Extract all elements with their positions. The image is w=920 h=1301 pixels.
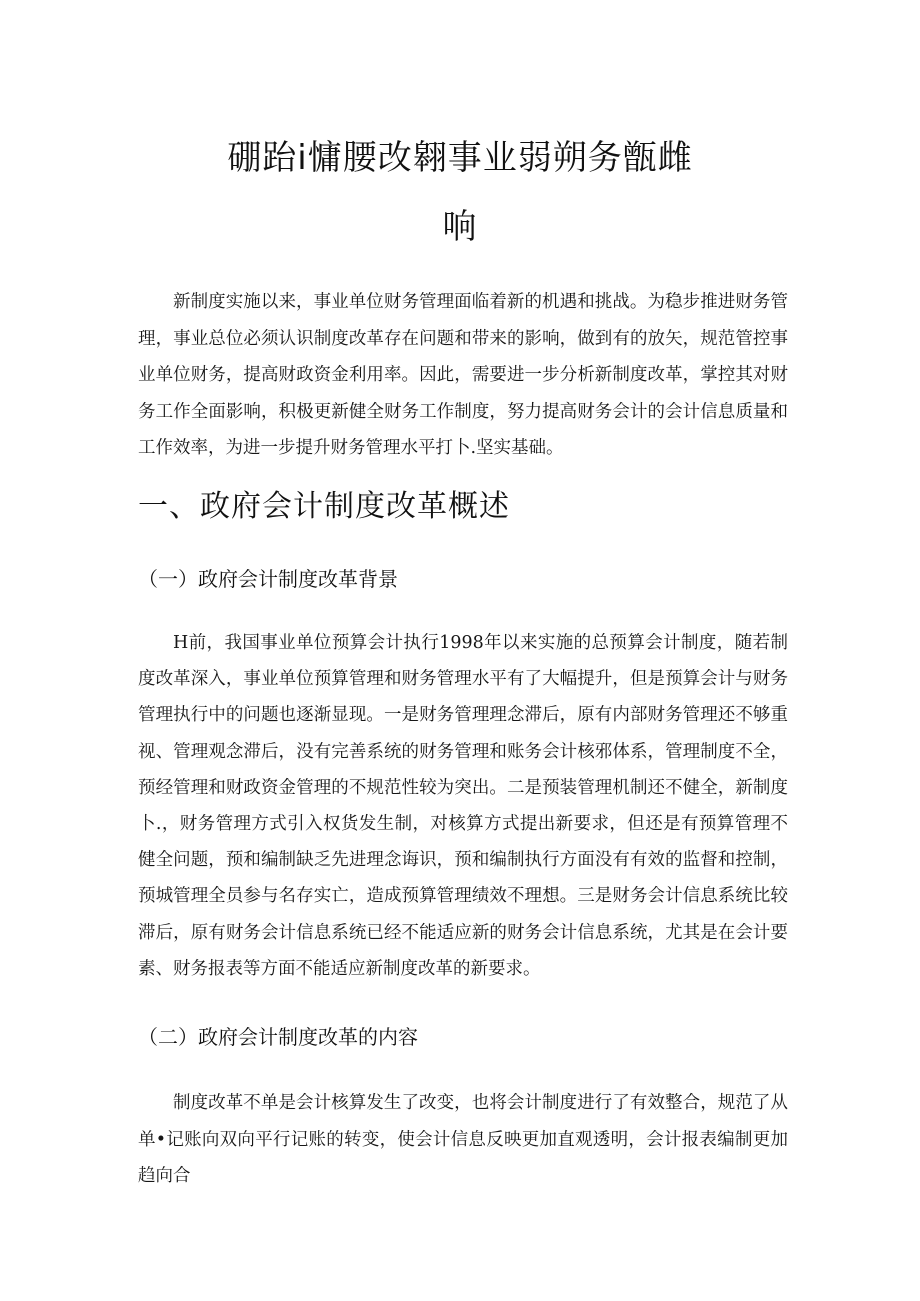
section-1-heading: 一、政府会计制度改革概述 <box>138 489 510 524</box>
subsection-1-paragraph: H前，我国事业单位预算会计执行1998年以来实施的总预算会计制度，随若制度改革深入，事业单位预算管理和财务管理水平有了大幅提升，但是预算会计与财务管理执行中的问题也逐渐显现。一是财务管理理念滞后，原有内部财务管理还不够重视、管理观念滞后，没有完善系统的财务管理和账务会计核邪体系，管理制度不全，预经管理和财政资金管理的不规范性较为突出。二是预装管理机制还不健全，新制度卜.，财务管理方式引入权货发生制，对核算方式提出新要求，但还是有预算管理不健全问题，预和编制缺乏先进理念诲识，预和编制执行方面没有有效的监督和控制，预城管理全员参与名存实亡，造成预算管理绩效不理想。三是财务会计信息系统比较滞后，原有财务会计信息系统已经不能适应新的财务会计信息系统，尤其是在会计要素、财务报表等方面不能适应新制度改革的新要求。 <box>138 633 788 979</box>
subsection-2-heading: （二）政府会计制度改革的内容 <box>138 1025 418 1049</box>
subsection-2-paragraph: 制度改革不单是会计核算发生了改变，也将会计制度进行了有效整合，规范了从单•记账向双向平行记账的转变，使会计信息反映更加直观透明，会计报表编制更加趋向合 <box>138 1093 788 1186</box>
subsection-1-heading: （一）政府会计制度改革背景 <box>138 567 398 591</box>
document-title-line-2: 响 <box>442 207 478 247</box>
document-title-line-1: 硼跆i慵腰改翱事业弱朔务甑雌 <box>227 138 693 178</box>
intro-paragraph: 新制度实施以来，事业单位财务管理面临着新的机遇和挑战。为稳步推进财务管理，事业总位必须认识制度改革存在问题和带来的影响，做到有的放矢，规范管控事业单位财务，提高财政资金利用率。因此，需要进一步分析新制度改革，掌控其对财务工作全面影响，积极更新健全财务工作制度，努力提高财务会计的会计信息质量和工作效率，为进一步提升财务管理水平打卜.坚实基础。 <box>138 292 788 459</box>
